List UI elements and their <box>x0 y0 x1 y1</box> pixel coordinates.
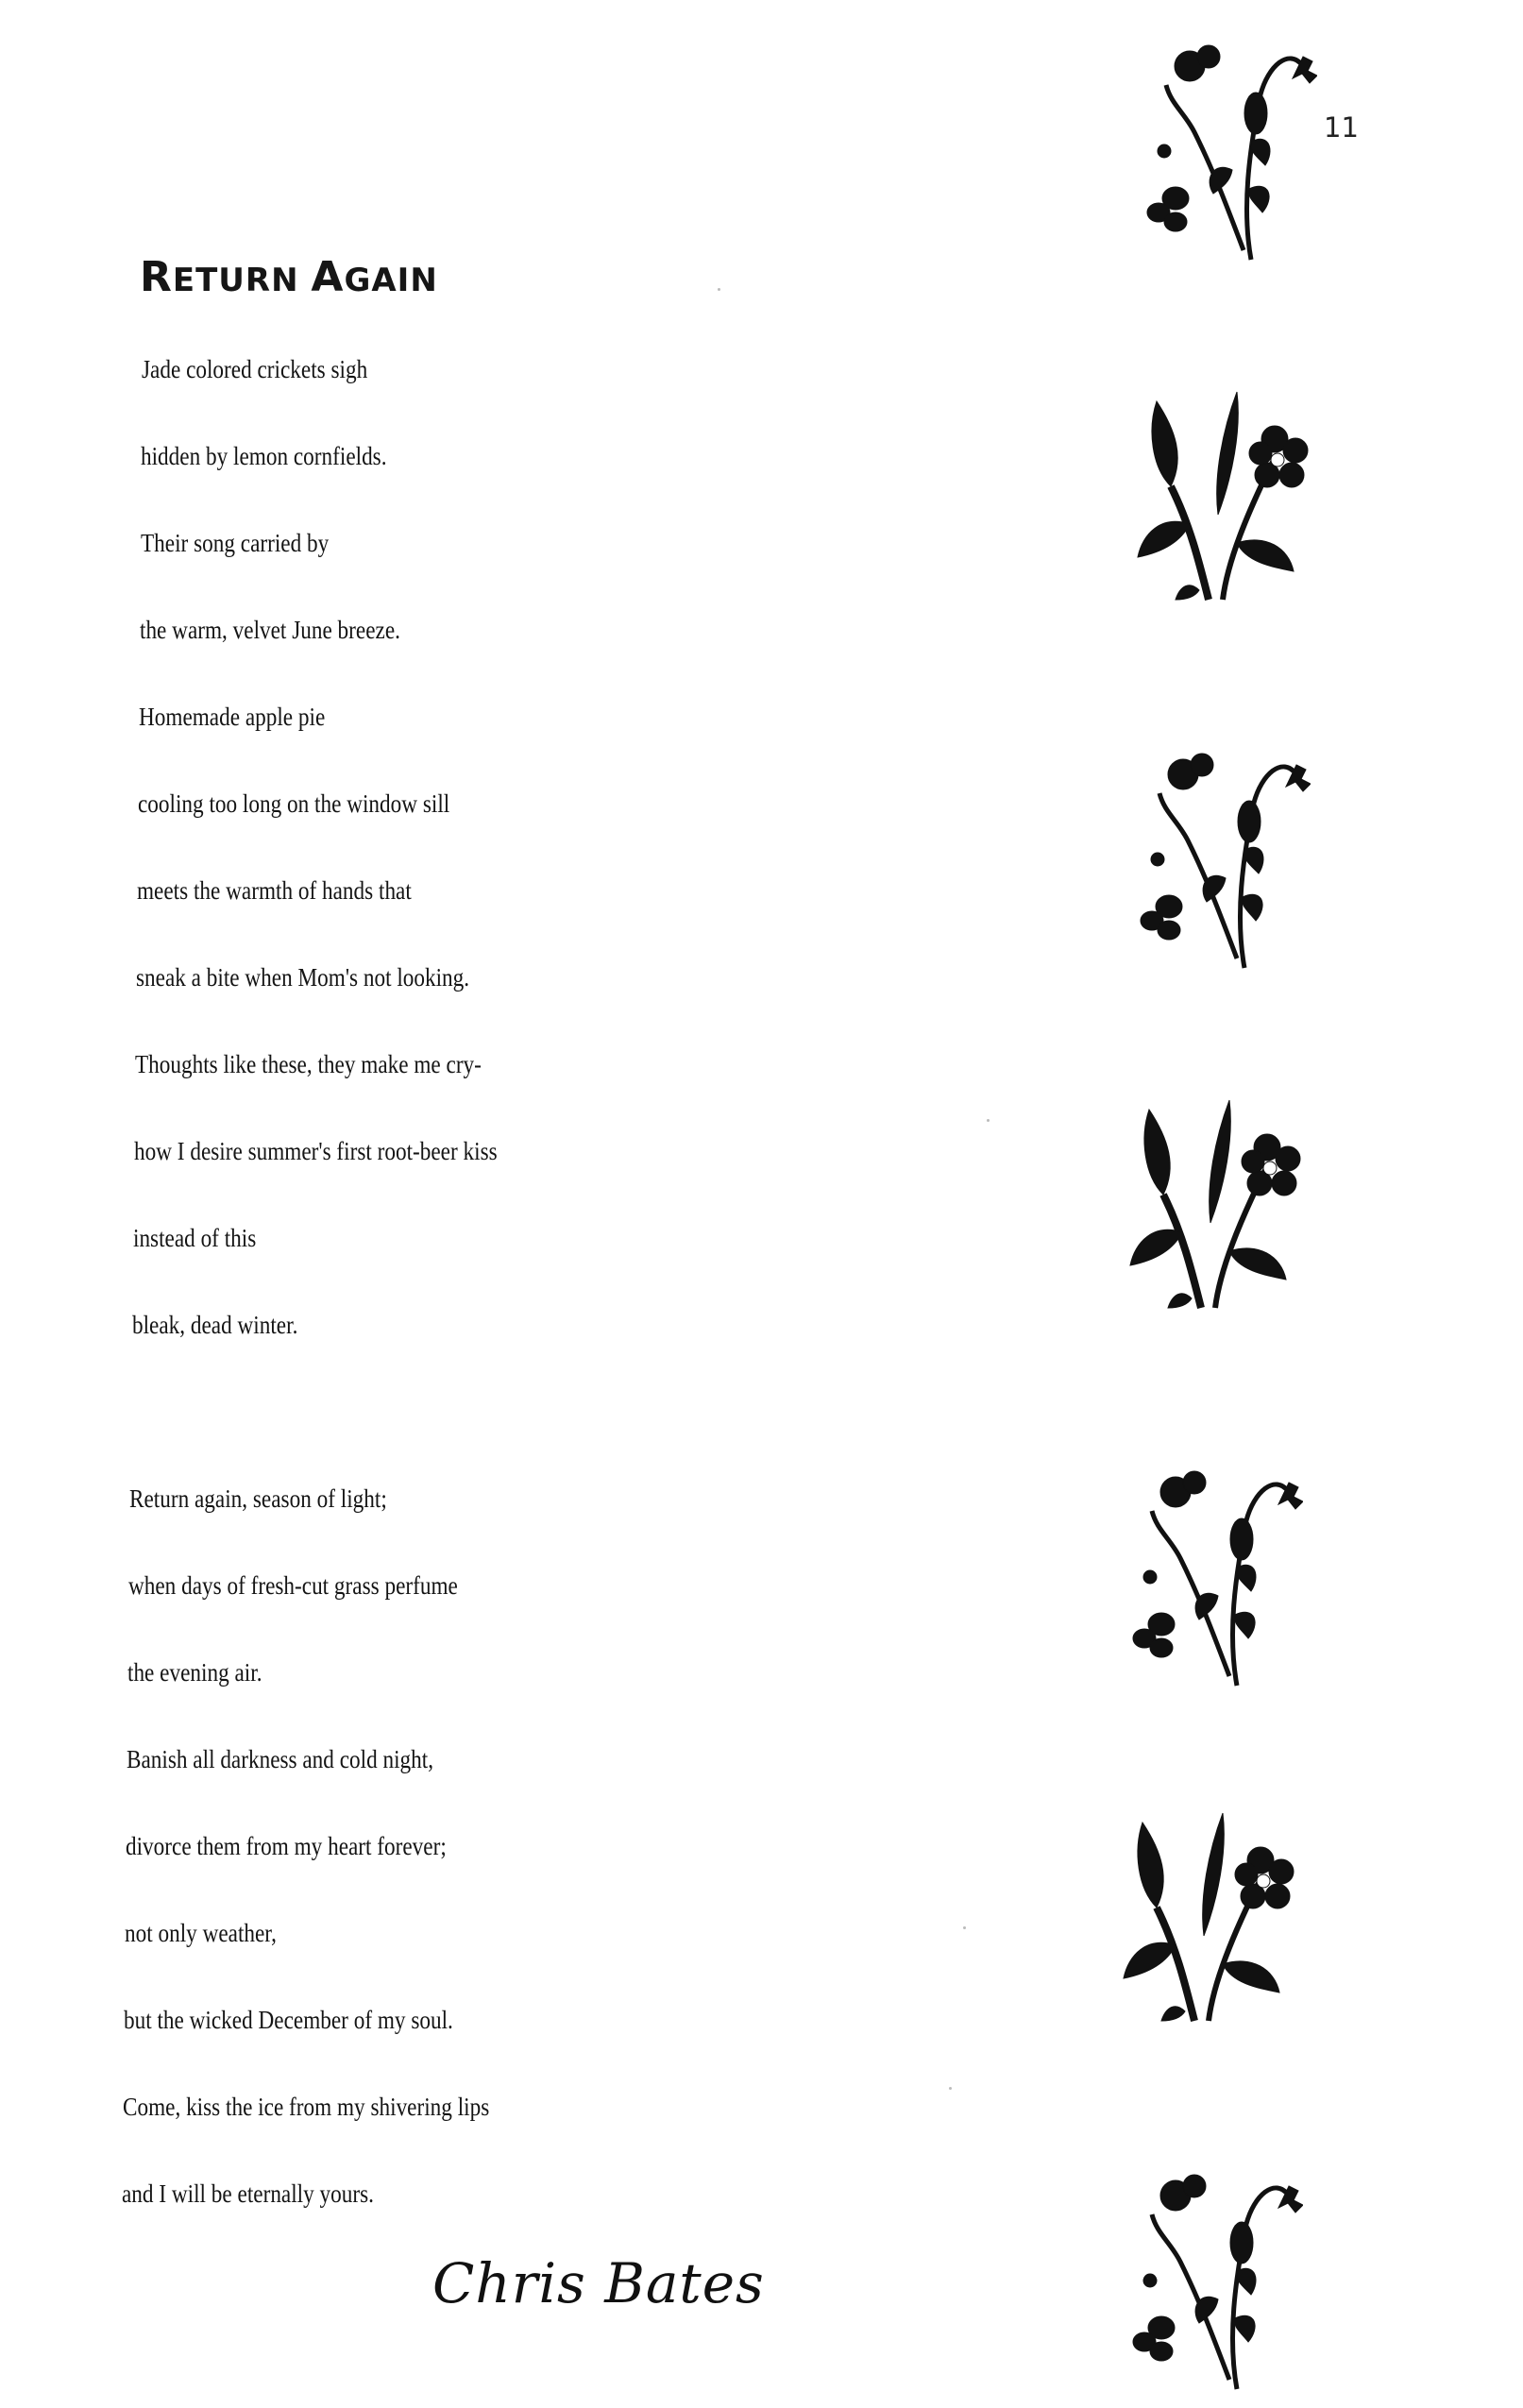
author-signature: Chris Bates <box>432 2251 765 2315</box>
poem-line: Homemade apple pie <box>139 703 326 731</box>
poem-line: bleak, dead winter. <box>132 1311 298 1339</box>
poem-line: and I will be eternally yours. <box>122 2179 374 2208</box>
poem-line: cooling too long on the window sill <box>138 789 450 818</box>
floral-sprig-svg <box>1124 1454 1303 1690</box>
poem-line: the evening air. <box>127 1658 262 1687</box>
poem-line: but the wicked December of my soul. <box>124 2006 453 2034</box>
poem-line: divorce them from my heart forever; <box>126 1832 447 1860</box>
floral-branch-icon <box>1119 1794 1298 2030</box>
floral-branch-icon <box>1133 373 1312 609</box>
floral-sprig-icon <box>1138 28 1317 264</box>
poem-line: sneak a bite when Mom's not looking. <box>136 963 470 992</box>
poem-line: how I desire summer's first root-beer kiss <box>134 1137 498 1165</box>
scan-speck <box>718 288 720 291</box>
floral-sprig-svg <box>1124 2158 1303 2394</box>
poem-line: the warm, velvet June breeze. <box>140 616 400 644</box>
poem-line: when days of fresh-cut grass perfume <box>128 1571 458 1600</box>
title-part: GAIN <box>344 262 438 299</box>
floral-sprig-icon <box>1131 737 1311 973</box>
title-part: R <box>140 253 173 301</box>
floral-sprig-svg <box>1138 28 1317 264</box>
scan-speck <box>949 2087 952 2090</box>
poem-title <box>140 253 438 301</box>
poem-line: Jade colored crickets sigh <box>142 355 368 383</box>
floral-sprig-icon <box>1124 2158 1303 2394</box>
poem-line: meets the warmth of hands that <box>137 876 412 905</box>
poem-line: Their song carried by <box>141 529 330 557</box>
page-number: 11 <box>1324 111 1359 144</box>
floral-branch-svg <box>1133 373 1312 609</box>
title-part: A <box>311 253 345 301</box>
title-part: ETURN <box>172 262 312 299</box>
poem-line: Thoughts like these, they make me cry- <box>135 1050 482 1078</box>
floral-branch-svg <box>1125 1081 1305 1317</box>
poem-line: Return again, season of light; <box>129 1484 387 1513</box>
floral-branch-svg <box>1119 1794 1298 2030</box>
floral-branch-icon <box>1125 1081 1305 1317</box>
floral-sprig-icon <box>1124 1454 1303 1690</box>
poem-line: not only weather, <box>125 1919 277 1947</box>
poem-line: hidden by lemon cornfields. <box>141 442 387 470</box>
poem-line: Come, kiss the ice from my shivering lips <box>123 2093 490 2121</box>
floral-sprig-svg <box>1131 737 1311 973</box>
poem-line: instead of this <box>133 1224 257 1252</box>
scan-speck <box>963 1926 966 1929</box>
scan-speck <box>987 1119 990 1122</box>
poem-line: Banish all darkness and cold night, <box>127 1745 434 1773</box>
